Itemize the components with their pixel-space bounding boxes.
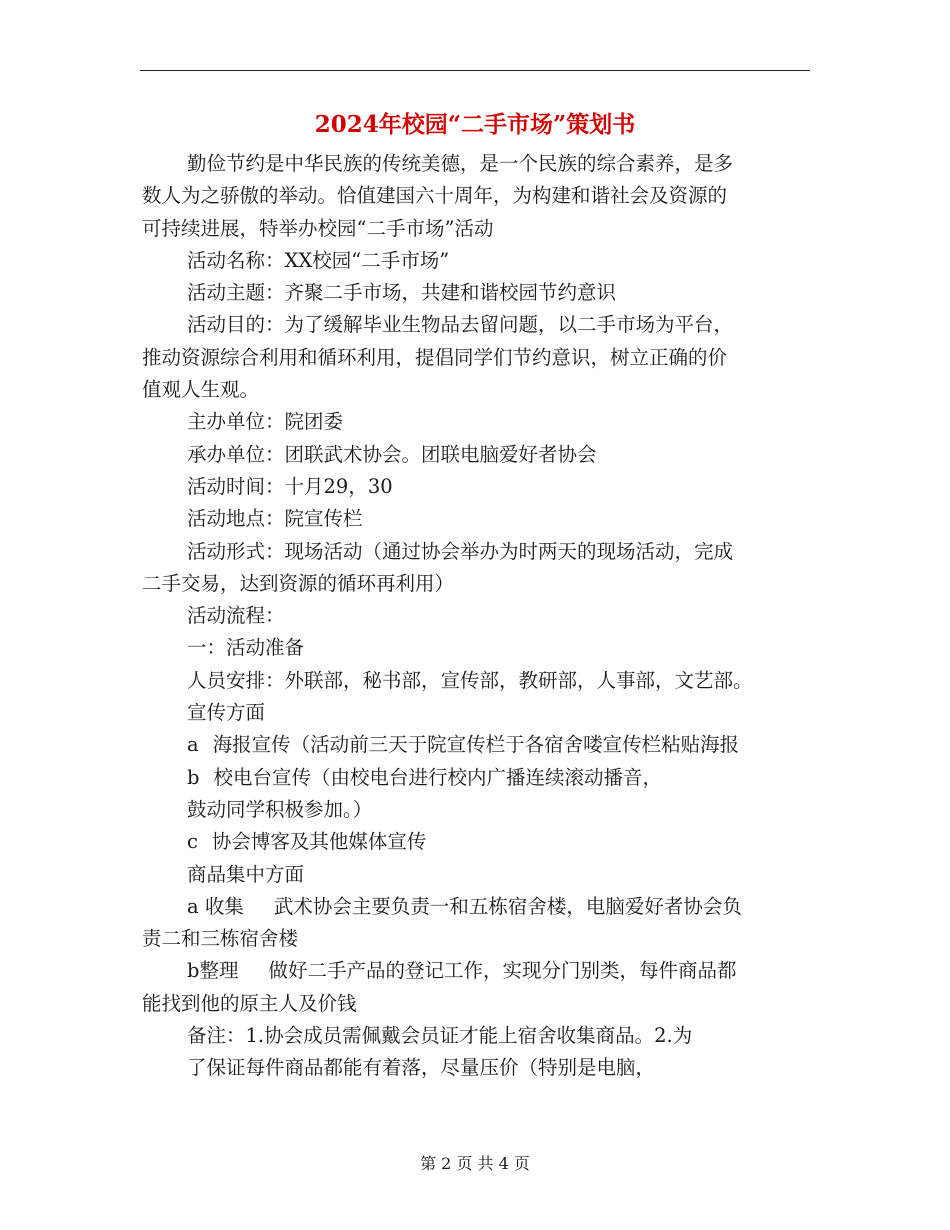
document-body — [142, 148, 814, 1085]
list-item — [142, 762, 814, 794]
list-item-text: 协会博客及其他媒体宣传 — [211, 830, 427, 854]
activity-format-line: 活动形式：现场活动（通过协会举办为时两天的现场活动，完成 — [187, 539, 734, 563]
list-item — [142, 826, 814, 858]
header-rule — [140, 70, 810, 71]
sort-continuation: 能找到他的原主人及价钱 — [142, 991, 357, 1015]
paragraph-line: 二手交易，达到资源的循环再利用） — [142, 571, 455, 595]
list-marker: a — [187, 733, 199, 757]
co-organizer-line: 承办单位：团联武术协会。团联电脑爱好者协会 — [187, 442, 597, 466]
activity-time-line: 活动时间：十月29，30 — [187, 474, 393, 498]
collect-continuation: 责二和三栋宿舍楼 — [142, 927, 299, 951]
activity-name-line: 活动名称：XX校园“二手市场” — [187, 248, 450, 272]
activity-purpose-line: 活动目的：为了缓解毕业生物品去留问题，以二手市场为平台， — [187, 313, 734, 337]
paragraph-line: 值观人生观。 — [142, 378, 260, 402]
sort-label: b整理 — [187, 959, 239, 983]
paragraph-line: 勤俭节约是中华民族的传统美德，是一个民族的综合素养，是多 — [187, 152, 734, 175]
activity-process-heading: 活动流程： — [187, 604, 285, 628]
list-item-continuation: 鼓动同学积极参加。） — [187, 797, 373, 821]
list-marker: c — [187, 830, 198, 854]
note-continuation: 了保证每件商品都能有着落，尽量压价（特别是电脑， — [187, 1056, 656, 1080]
collect-line — [142, 891, 814, 923]
collect-label: a 收集 — [187, 894, 244, 918]
document-title: 2024年校园“二手市场”策划书 — [314, 111, 636, 138]
collect-text: 武术协会主要负责一和五栋宿舍楼，电脑爱好者协会负 — [273, 894, 742, 918]
organizer-line: 主办单位：院团委 — [187, 410, 344, 434]
publicity-heading: 宣传方面 — [187, 701, 266, 725]
page-number: 第 2 页 共 4 页 — [420, 1154, 530, 1173]
activity-theme-line: 活动主题：齐聚二手市场，共建和谐校园节约意识 — [187, 281, 617, 305]
staffing-line: 人员安排：外联部，秘书部，宣传部，教研部，人事部，文艺部。 — [187, 668, 753, 692]
paragraph-line: 推动资源综合利用和循环利用，提倡同学们节约意识，树立正确的价 — [142, 345, 728, 369]
list-item-text: 校电台宣传（由校电台进行校内广播连续滚动播音， — [213, 765, 662, 789]
list-marker: b — [187, 765, 200, 789]
goods-heading: 商品集中方面 — [187, 862, 305, 886]
note-line: 备注：1.协会成员需佩戴会员证才能上宿舍收集商品。2.为 — [187, 1024, 693, 1048]
sort-line — [142, 955, 814, 987]
list-item — [142, 729, 814, 761]
paragraph-line: 数人为之骄傲的举动。恰值建国六十周年，为构建和谐社会及资源的 — [142, 184, 728, 208]
preparation-heading: 一：活动准备 — [187, 636, 305, 660]
sort-text: 做好二手产品的登记工作，实现分门别类，每件商品都 — [268, 959, 737, 983]
list-item-text: 海报宣传（活动前三天于院宣传栏于各宿舍喽宣传栏粘贴海报 — [212, 733, 740, 757]
activity-location-line: 活动地点：院宣传栏 — [187, 507, 363, 531]
paragraph-line: 可持续进展，特举办校园“二手市场”活动 — [142, 216, 494, 240]
